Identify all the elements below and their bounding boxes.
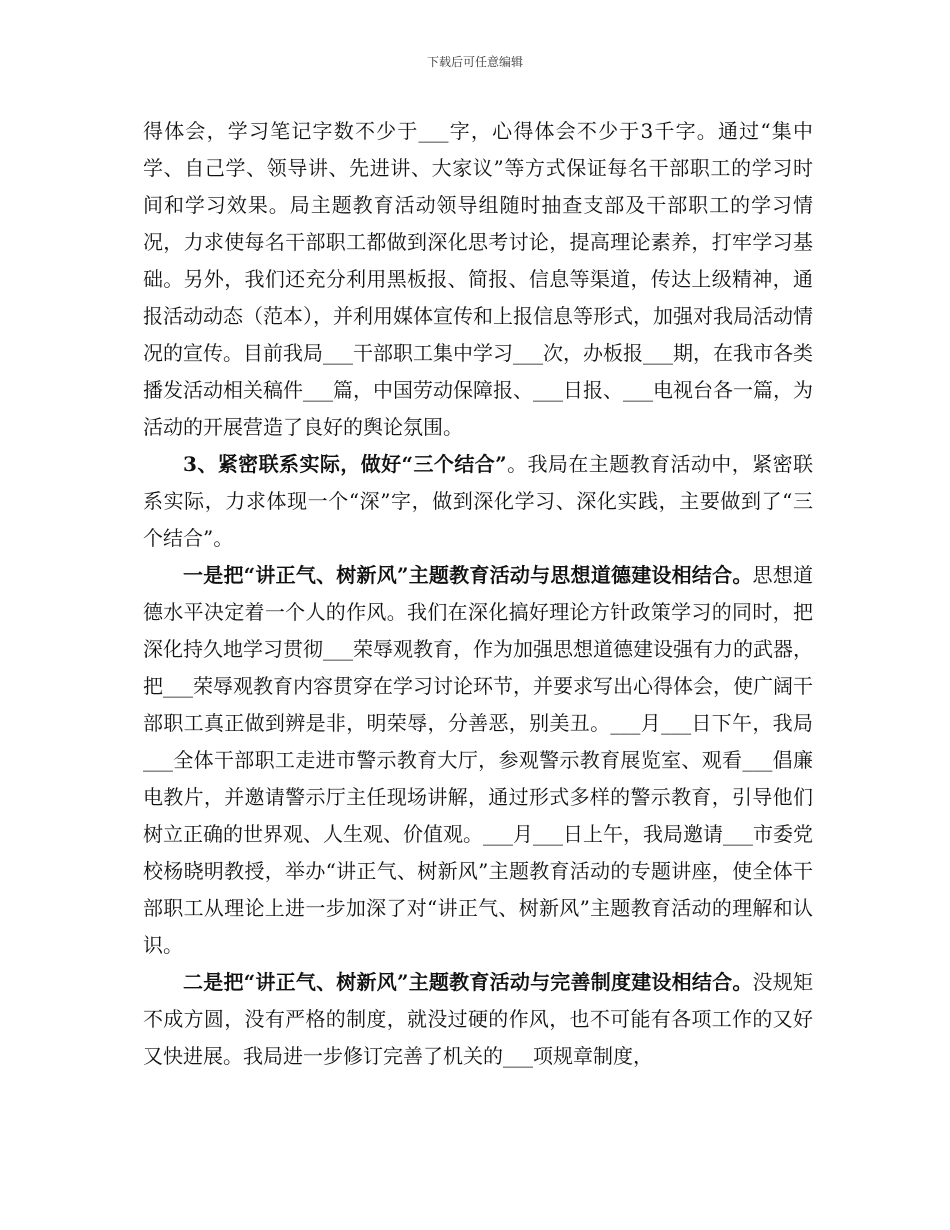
- paragraph-1-text: 得体会，学习笔记字数不少于___字，心得体会不少于3千字。通过“集中学、自己学、领导讲、先进讲、大家议”等方式保证每名干部职工的学习时间和学习效果。局主题教育活动领导组随时抽查支部及干部职工的学习情况，力求使每名干部职工都做到深化思考讨论，提高理论素养，打牢学习基础。另外，我们还充分利用黑板报、简报、信息等渠道，传达上级精神，通报活动动态（范本），并利用媒体宣传和上报信息等形式，加强对我局活动情况的宣传。目前我局___干部职工集中学习___次，办板报___期，在我市各类播发活动相关稿件___篇，中国劳动保障报、___日报、___电视台各一篇，为活动的开展营造了良好的舆论氛围。: [143, 119, 813, 439]
- paragraph-1: [143, 113, 813, 446]
- paragraph-2: [143, 446, 813, 557]
- document-body: [143, 113, 813, 1075]
- paragraph-2-text: 。我局在主题教育活动中，紧密联系实际，力求体现一个“深”字，做到深化学习、深化实践，主要做到了“三个结合”。: [143, 452, 813, 550]
- page-header: 下载后可任意编辑: [426, 55, 523, 69]
- paragraph-3-text: 思想道德水平决定着一个人的作风。我们在深化搞好理论方针政策学习的同时，把深化持久地学习贯彻___荣辱观教育，作为加强思想道德建设强有力的武器，把___荣辱观教育内容贯穿在学习讨论环节，并要求写出心得体会，使广阔干部职工真正做到辨是非，明荣辱，分善恶，别美丑。___月___日下午，我局___全体干部职工走进市警示教育大厅，参观警示教育展览室、观看___倡廉电教片，并邀请警示厅主任现场讲解，通过形式多样的警示教育，引导他们树立正确的世界观、人生观、价值观。___月___日上午，我局邀请___市委党校杨晓明教授，举办“讲正气、树新风”主题教育活动的专题讲座，使全体干部职工从理论上进一步加深了对“讲正气、树新风”主题教育活动的理解和认识。: [143, 563, 813, 957]
- paragraph-3-lead: 一是把“讲正气、树新风”主题教育活动与思想道德建设相结合。: [183, 563, 753, 587]
- paragraph-2-lead: 3、紧密联系实际，做好“三个结合”: [183, 452, 507, 476]
- paragraph-3: [143, 557, 813, 964]
- paragraph-4: [143, 964, 813, 1075]
- paragraph-4-lead: 二是把“讲正气、树新风”主题教育活动与完善制度建设相结合。: [183, 970, 753, 994]
- paragraph-4-text: 没规矩不成方圆，没有严格的制度，就没过硬的作风，也不可能有各项工作的又好又快进展。我局进一步修订完善了机关的___项规章制度，: [143, 970, 813, 1068]
